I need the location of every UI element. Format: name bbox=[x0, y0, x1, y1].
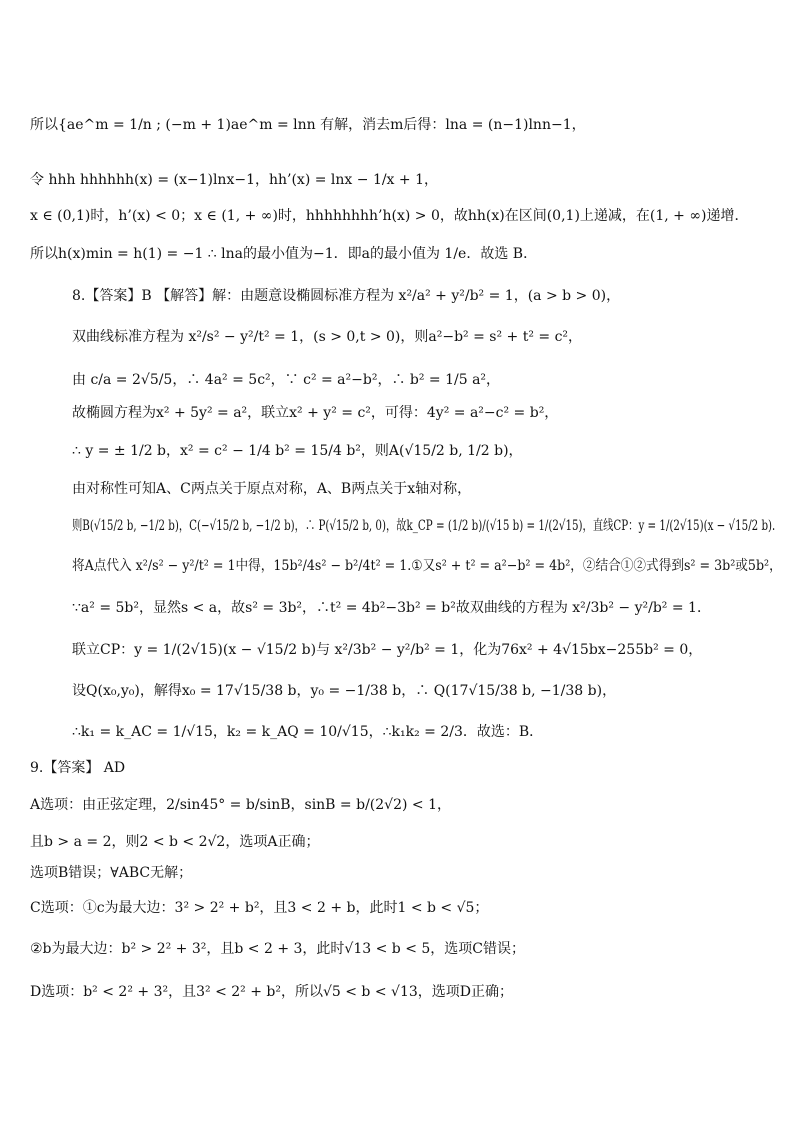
text-line: 设Q(x₀,y₀)，解得x₀ = 17√15/38 b，y₀ = −1/38 b，∴ Q(17√15/38 b, −1/38 b)， bbox=[72, 683, 617, 699]
text-line: 则B(√15/2 b, −1/2 b)，C(−√15/2 b, −1/2 b)，∴ P(√15/2 b, 0)，故k_CP = (1/2 b)/(√15 b) = 1/(2√15)，直线CP：y = 1/(2√15)(x − √15/2 b)． bbox=[72, 518, 783, 534]
text-line: D选项：b² < 2² + 3²，且3² < 2² + b²，所以√5 < b < √13，选项D正确； bbox=[30, 984, 513, 1000]
text-line: ∴k₁ = k_AC = 1/√15，k₂ = k_AQ = 10/√15，∴k₁k₂ = 2/3．故选：B． bbox=[72, 724, 544, 740]
text-line: 且b > a = 2，则2 < b < 2√2，选项A正确； bbox=[30, 834, 320, 850]
text-line: ∴ y = ± 1/2 b，x² = c² − 1/4 b² = 15/4 b²，则A(√15/2 b, 1/2 b)， bbox=[72, 443, 523, 459]
text-line: 所以{ae^m = 1/n ; (−m + 1)ae^m = lnn 有解，消去m后得：lna = (n−1)lnn−1， bbox=[30, 117, 586, 133]
text-line: 将A点代入 x²/s² − y²/t² = 1中得，15b²/4s² − b²/4t² = 1.①又s² + t² = a²−b² = 4b²，②结合①②式得到s² = 3b²或5b²， bbox=[72, 558, 782, 574]
text-line: 双曲线标准方程为 x²/s² − y²/t² = 1，(s > 0,t > 0)，则a²−b² = s² + t² = c²， bbox=[72, 329, 583, 345]
text-line: ②b为最大边：b² > 2² + 3²，且b < 2 + 3，此时√13 < b < 5，选项C错误； bbox=[30, 941, 526, 957]
text-line: 8.【答案】B 【解答】解：由题意设椭圆标准方程为 x²/a² + y²/b² = 1，(a > b > 0)， bbox=[72, 288, 621, 304]
text-line: 所以h(x)min = h(1) = −1 ∴ lna的最小值为−1．即a的最小值为 1/e．故选 B． bbox=[30, 246, 538, 262]
text-line: x ∈ (0,1)时，h’(x) < 0；x ∈ (1, + ∞)时，hhhhhhhh’h(x) > 0，故hh(x)在区间(0,1)上递减，在(1, + ∞)递增． bbox=[30, 208, 749, 224]
text-line: ∵a² = 5b²，显然s < a，故s² = 3b²，∴t² = 4b²−3b² = b²故双曲线的方程为 x²/3b² − y²/b² = 1． bbox=[72, 600, 711, 616]
text-line: 联立CP：y = 1/(2√15)(x − √15/2 b)与 x²/3b² − y²/b² = 1，化为76x² + 4√15bx−255b² = 0， bbox=[72, 642, 703, 658]
text-line: 由对称性可知A、C两点关于原点对称，A、B两点关于x轴对称， bbox=[72, 481, 472, 497]
text-line: A选项：由正弦定理，2/sin45° = b/sinB，sinB = b/(2√2) < 1， bbox=[30, 797, 451, 813]
text-line: 令 hhh hhhhhh(x) = (x−1)lnx−1，hh’(x) = lnx − 1/x + 1， bbox=[30, 172, 438, 188]
text-line: C选项：①c为最大边：3² > 2² + b²，且3 < 2 + b，此时1 < b < √5； bbox=[30, 900, 489, 916]
text-line: 故椭圆方程为x² + 5y² = a²，联立x² + y² = c²，可得：4y² = a²−c² = b²， bbox=[72, 405, 559, 421]
text-line: 9.【答案】 AD bbox=[30, 760, 126, 776]
text-line: 由 c/a = 2√5/5，∴ 4a² = 5c²，∵ c² = a²−b²，∴ b² = 1/5 a²， bbox=[72, 372, 501, 388]
text-line: 选项B错误；∀ABC无解； bbox=[30, 865, 193, 881]
